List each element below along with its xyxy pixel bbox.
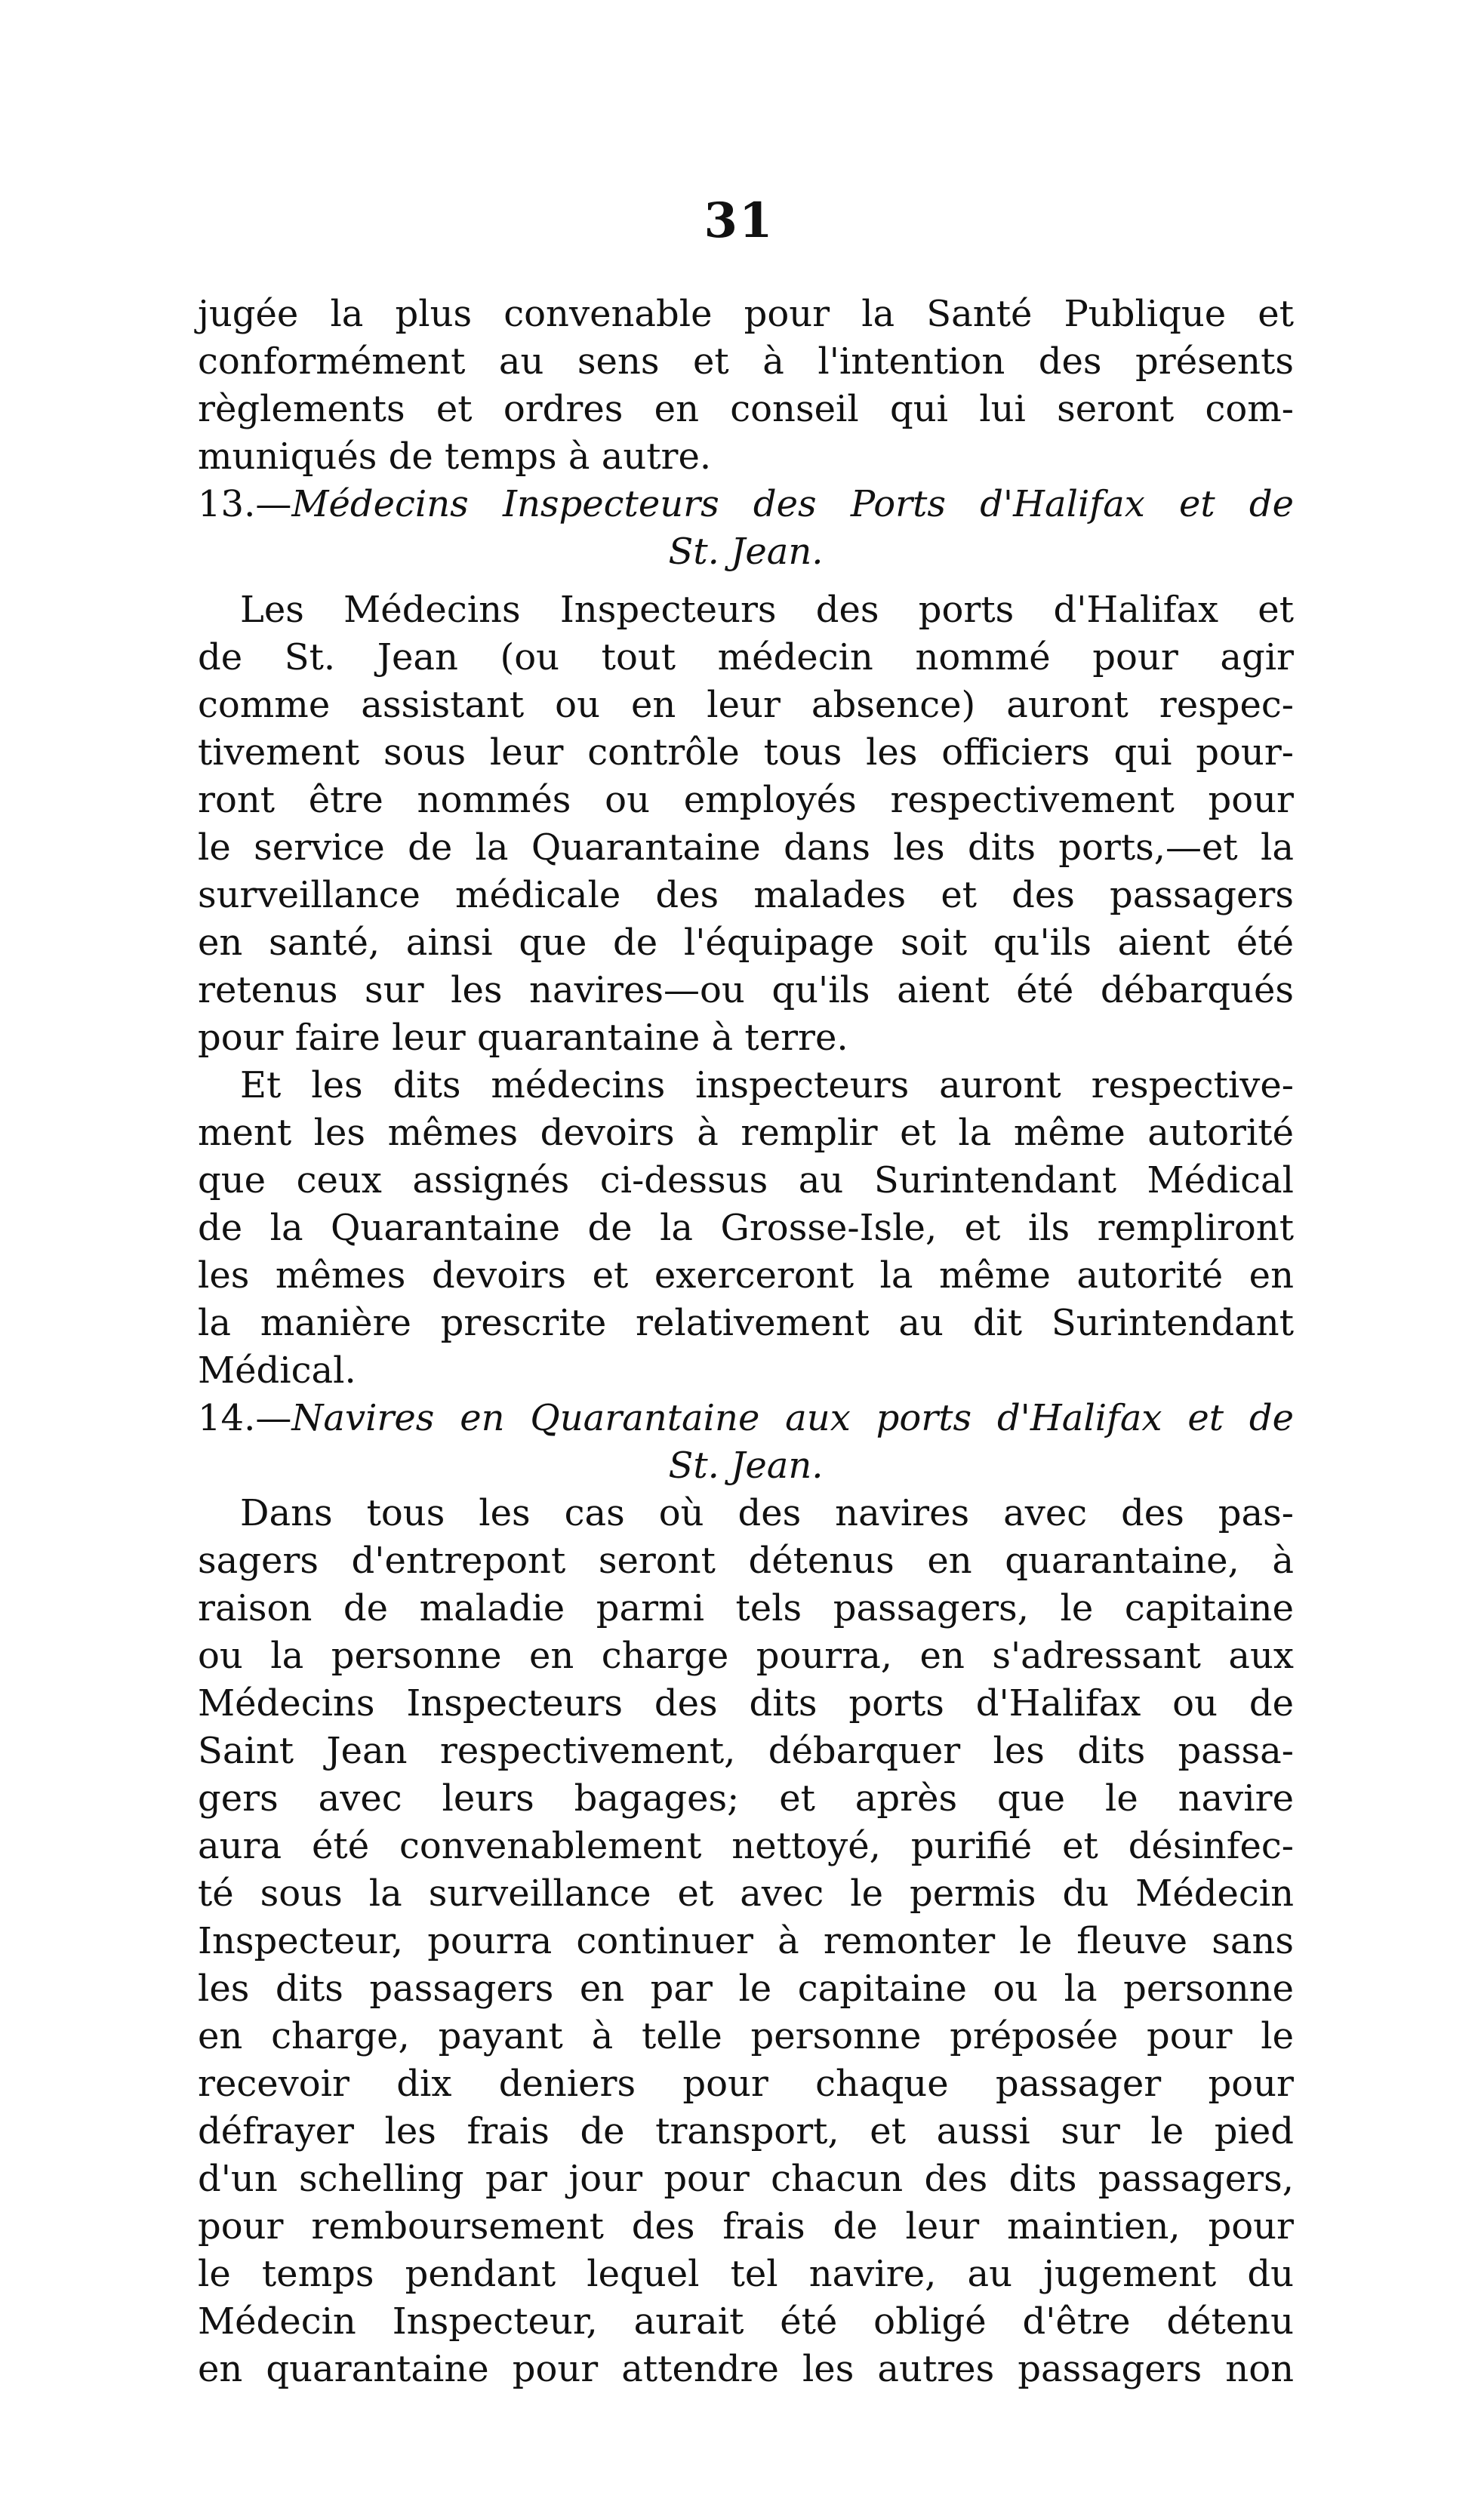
text-line: aura été convenablement nettoyé, purifié et désinfec- (198, 1825, 1294, 1867)
text-line: Inspecteur, pourra continuer à remonter le fleuve sans (198, 1920, 1294, 1962)
text-line: retenus sur les navires—ou qu'ils aient été débarqués (198, 969, 1294, 1011)
text-line: le service de la Quarantaine dans les dits ports,—et la (198, 826, 1294, 869)
text-line: pour faire leur quarantaine à terre. (198, 1017, 848, 1059)
section-13-number: 13.— (198, 483, 292, 525)
text-line: les dits passagers en par le capitaine ou la personne (198, 1968, 1294, 2010)
text-line: jugée la plus convenable pour la Santé Publique et (198, 293, 1294, 335)
text-line: d'un schelling par jour pour chacun des dits passagers, (198, 2158, 1294, 2200)
section-14-title-cont: St. Jean. (668, 1445, 824, 1487)
section-13-title-cont: St. Jean. (668, 531, 824, 573)
text-line: raison de maladie parmi tels passagers, le capitaine (198, 1587, 1294, 1629)
text-line: tivement sous leur contrôle tous les officiers qui pour- (198, 731, 1294, 774)
text-line: ou la personne en charge pourra, en s'adressant aux (198, 1635, 1294, 1677)
text-line: té sous la surveillance et avec le permis du Médecin (198, 1872, 1294, 1915)
section-14-title: Navires en Quarantaine aux ports d'Halifax et de (291, 1397, 1294, 1439)
section-14-heading (198, 1395, 1294, 1442)
text-line: recevoir dix deniers pour chaque passager pour (198, 2063, 1294, 2105)
text-line: surveillance médicale des malades et des passagers (198, 874, 1294, 916)
text-line: Dans tous les cas où des navires avec des pas- (240, 1492, 1294, 1534)
text-line: de St. Jean (ou tout médecin nommé pour agir (198, 636, 1294, 678)
text-line: règlements et ordres en conseil qui lui seront com- (198, 388, 1294, 430)
text-line: en charge, payant à telle personne préposée pour le (198, 2015, 1294, 2057)
text-line: muniqués de temps à autre. (198, 435, 712, 478)
text-line: conformément au sens et à l'intention des présents (198, 340, 1294, 383)
section-14-number: 14.— (198, 1397, 292, 1439)
text-line: défrayer les frais de transport, et aussi sur le pied (198, 2110, 1294, 2152)
text-line: le temps pendant lequel tel navire, au jugement du (198, 2253, 1294, 2295)
text-line: que ceux assignés ci-dessus au Surintendant Médical (198, 1159, 1294, 1202)
page-number: 31 (704, 192, 774, 249)
text-line: comme assistant ou en leur absence) auront respec- (198, 684, 1294, 726)
text-line: Médical. (198, 1349, 356, 1392)
section-13-heading (198, 481, 1294, 528)
text-line: Et les dits médecins inspecteurs auront respective- (240, 1064, 1294, 1106)
text-line: ront être nommés ou employés respectivement pour (198, 779, 1294, 821)
text-line: les mêmes devoirs et exerceront la même autorité en (198, 1254, 1294, 1297)
text-line: en santé, ainsi que de l'équipage soit qu'ils aient été (198, 922, 1294, 964)
text-line: pour remboursement des frais de leur maintien, pour (198, 2205, 1294, 2248)
text-line: de la Quarantaine de la Grosse-Isle, et ils rempliront (198, 1207, 1294, 1249)
text-line: sagers d'entrepont seront détenus en quarantaine, à (198, 1540, 1294, 1582)
text-line: Médecin Inspecteur, aurait été obligé d'être détenu (198, 2300, 1294, 2343)
section-13-title: Médecins Inspecteurs des Ports d'Halifax et de (291, 483, 1294, 525)
text-line: Saint Jean respectivement, débarquer les dits passa- (198, 1730, 1294, 1772)
text-line: ment les mêmes devoirs à remplir et la même autorité (198, 1112, 1294, 1154)
text-line: gers avec leurs bagages; et après que le navire (198, 1777, 1294, 1820)
text-line: Les Médecins Inspecteurs des ports d'Halifax et (240, 589, 1294, 631)
page-text (198, 291, 1294, 2393)
text-line: la manière prescrite relativement au dit Surintendant (198, 1302, 1294, 1344)
text-line: Médecins Inspecteurs des dits ports d'Halifax ou de (198, 1682, 1294, 1725)
text-line: en quarantaine pour attendre les autres passagers non (198, 2348, 1294, 2390)
